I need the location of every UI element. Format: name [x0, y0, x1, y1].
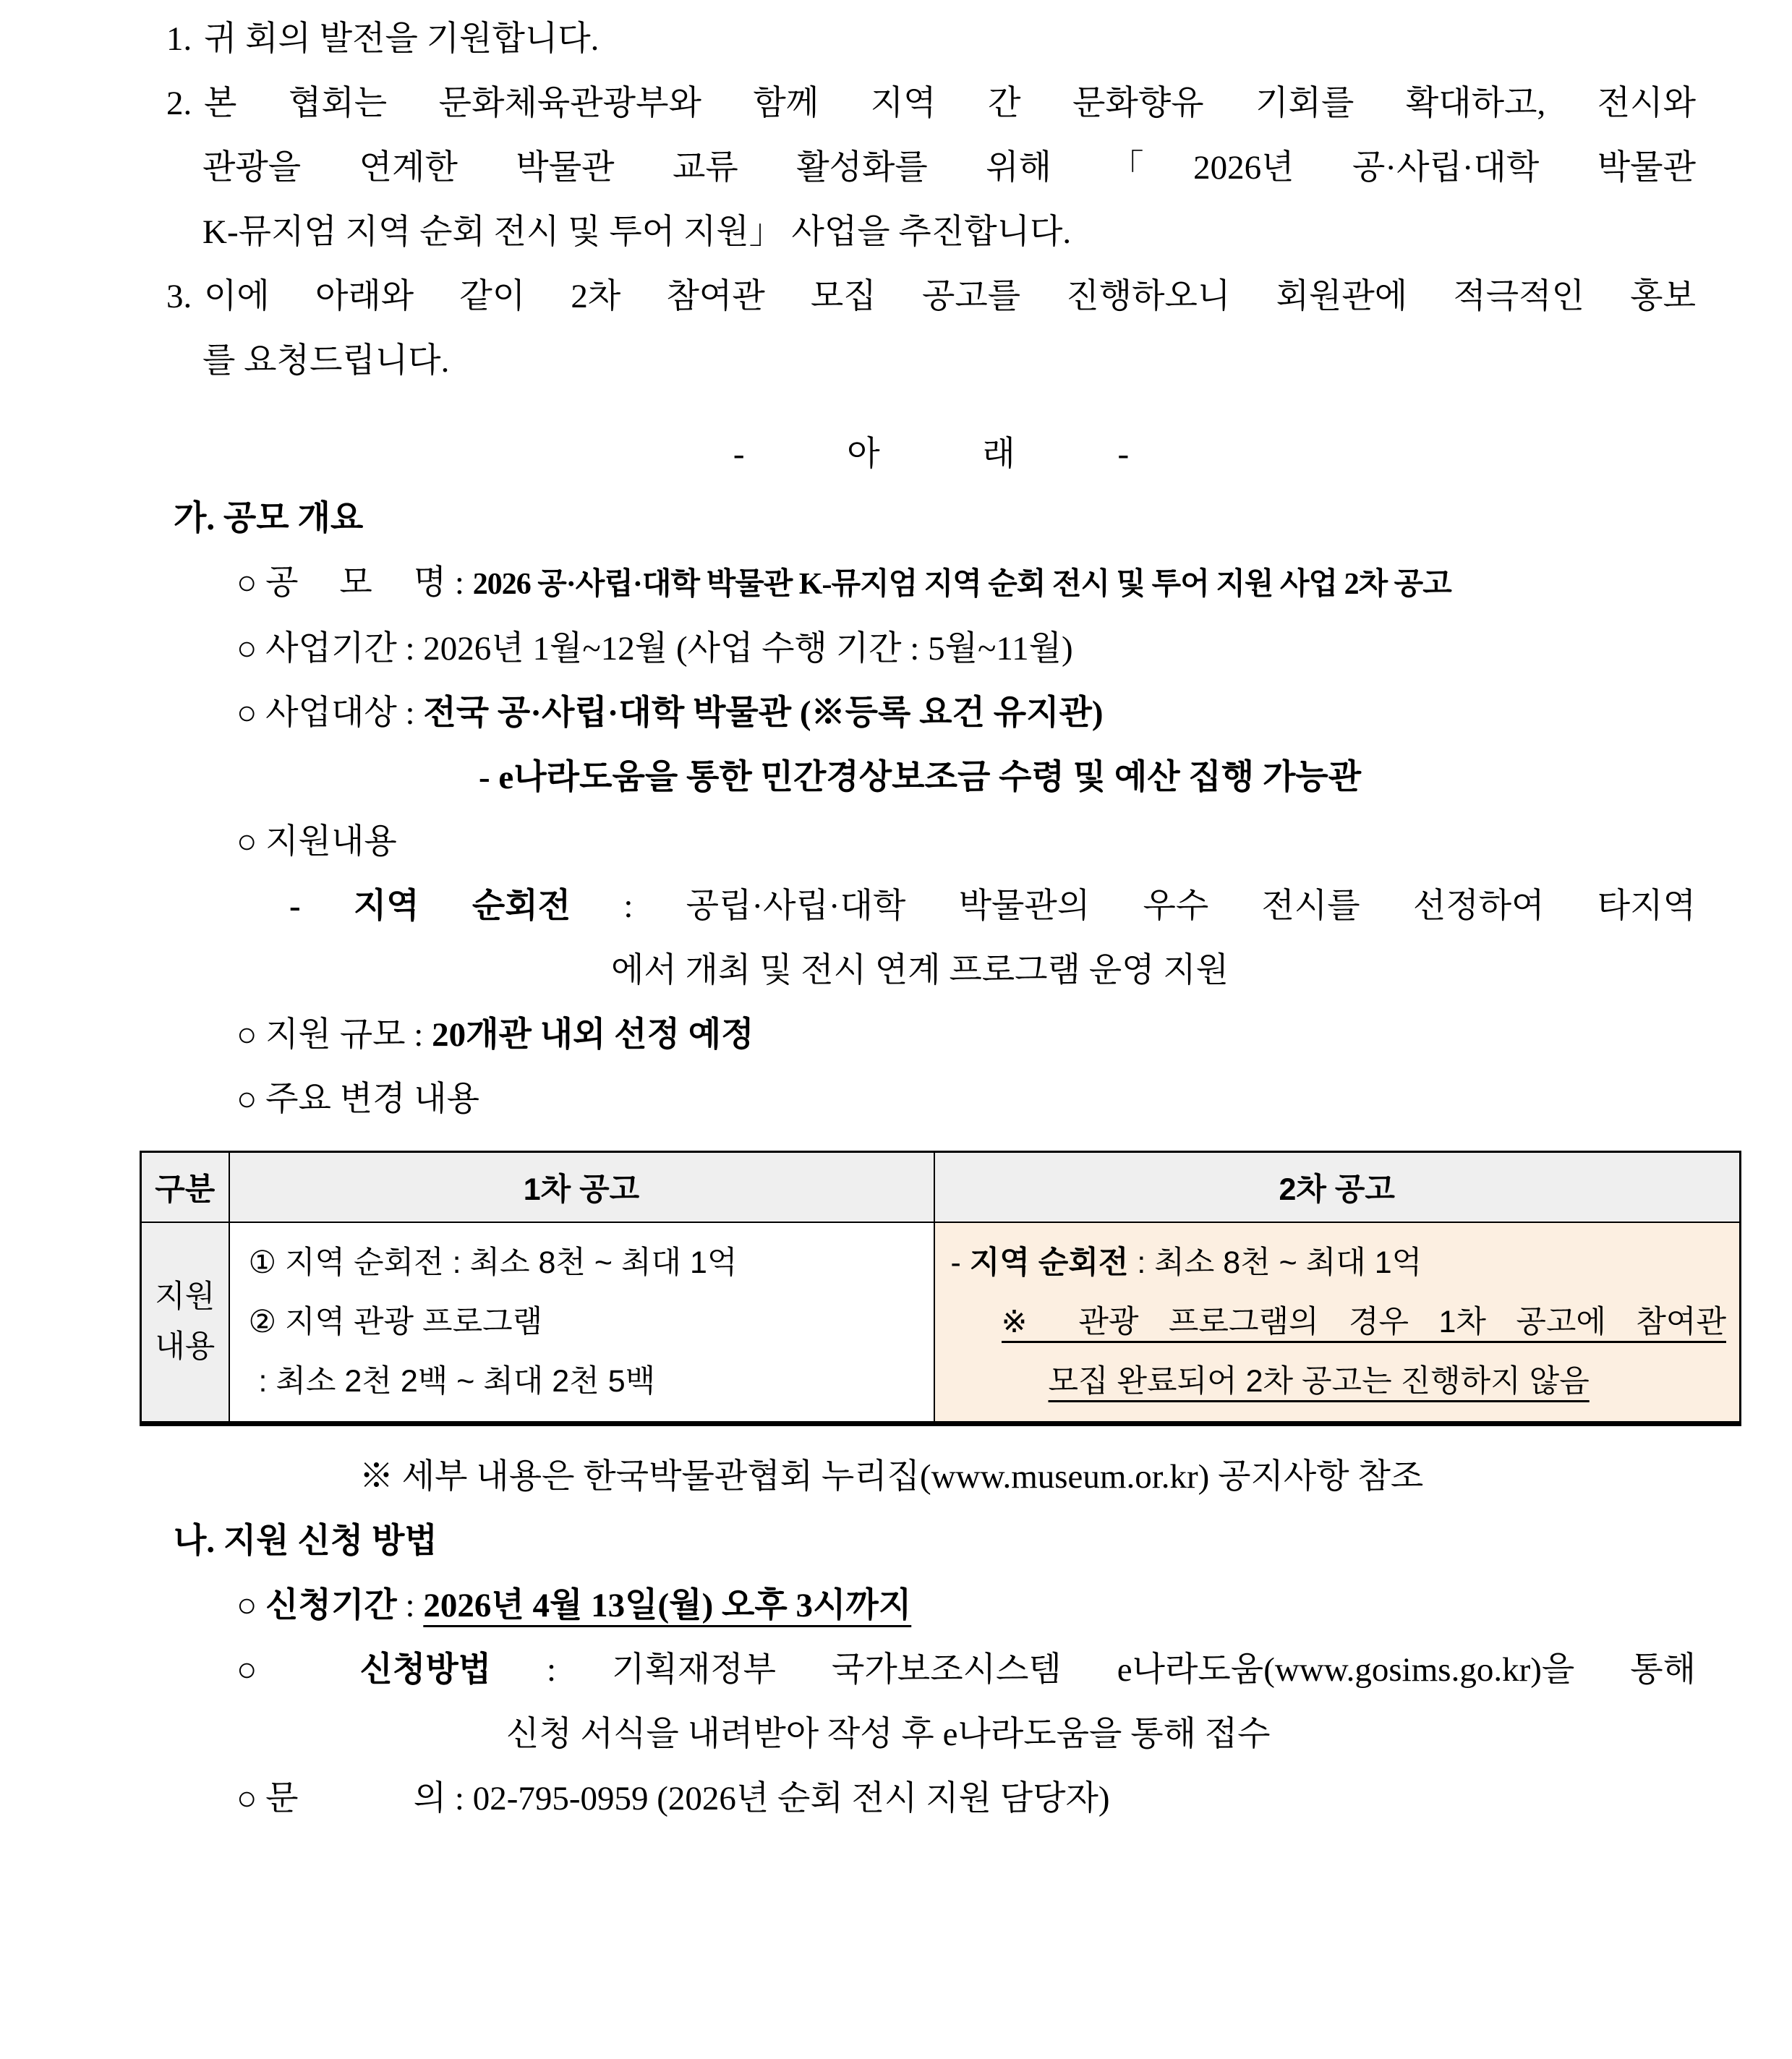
item-scale-value: 20개관 내외 선정 예정: [432, 1016, 754, 1054]
table-footnote: [359, 1445, 1792, 1509]
header-round2: 2차 공고: [934, 1152, 1741, 1222]
support-sub-cont: 에서 개최 및 전시 연계 프로그램 운영 지원: [611, 952, 1229, 989]
header-category: 구분: [141, 1152, 229, 1222]
round2-note1-text: ※ 관광 프로그램의 경우 1차 공고에 참여관: [1001, 1304, 1726, 1339]
section-ga-heading-text: 가. 공모 개요: [174, 500, 364, 537]
item-scale-label: 지원 규모: [265, 1016, 406, 1054]
table-header-row: [141, 1152, 1741, 1222]
item-target-sub-text: - e나라도움을 통한 민간경상보조금 수령 및 예산 집행 가능관: [479, 759, 1362, 796]
bullet-item-contact: [236, 1767, 1792, 1831]
greeting-line: [166, 7, 1792, 72]
intro-paragraph-line2: [202, 136, 1696, 200]
round1-line2: ② 지역 관광 프로그램: [248, 1304, 543, 1339]
item-number: 3.: [166, 278, 192, 315]
intro-text-1: 본 협회는 문화체육관광부와 함께 지역 간 문화향유 기회를 확대하고, 전시와: [204, 85, 1696, 122]
intro-text-2: 관광을 연계한 박물관 교류 활성화를 위해 「2026년 공·사립·대학 박물관: [202, 149, 1696, 187]
support-subline-1: [289, 874, 1696, 939]
round2-rest: : 최소 8천 ~ 최대 1억: [1128, 1245, 1422, 1280]
bullet-item-changes: [236, 1067, 1792, 1132]
round1-line1: ① 지역 순회전 : 최소 8천 ~ 최대 1억: [248, 1245, 738, 1280]
round2-note2: [1049, 1352, 1727, 1411]
greeting-text: 귀 회의 발전을 기원합니다.: [204, 20, 600, 58]
table-body-row: [141, 1222, 1741, 1424]
item-period-label: 사업기간: [265, 630, 397, 668]
bullet-item-support: [236, 810, 1792, 874]
row-label-line1: 지원: [155, 1279, 216, 1314]
round2-cell: [934, 1222, 1741, 1424]
colon: :: [396, 694, 424, 732]
intro-paragraph-line3: [202, 200, 1792, 265]
item-target-subline: [479, 746, 1792, 810]
row-label-line2: 내용: [155, 1329, 216, 1364]
intro-text-3: K-뮤지엄 지역 순회 전시 및 투어 지원」 사업을 추진합니다.: [202, 213, 1072, 251]
notice-paragraph-line2: [202, 329, 1792, 393]
below-divider: [166, 422, 1696, 487]
round1-cell: [229, 1222, 934, 1424]
circle-bullet-icon: ○: [236, 1779, 257, 1817]
section-na-heading: [174, 1509, 1792, 1574]
support-subline-2: [611, 939, 1792, 1003]
section-ga-heading: [174, 487, 1792, 551]
colon: :: [446, 564, 473, 602]
item-method-cont-text: 신청 서식을 내려받아 작성 후 e나라도움을 통해 접수: [506, 1715, 1271, 1753]
bullet-item-name: [236, 551, 1792, 617]
item-contact-value: 02-795-0959 (2026년 순회 전시 지원 담당자): [472, 1779, 1110, 1817]
bullet-item-period: [236, 617, 1792, 681]
item-method-value: 기획재정부 국가보조시스템 e나라도움(www.gosims.go.kr)을 통해: [612, 1650, 1696, 1689]
bullet-item-deadline: [236, 1574, 1792, 1638]
item-number: 1.: [166, 20, 192, 58]
intro-paragraph-line1: [166, 72, 1696, 136]
round1-line3: : 최소 2천 2백 ~ 최대 2천 5백: [258, 1363, 656, 1399]
circle-bullet-icon: ○: [236, 1650, 304, 1689]
bullet-item-method: [236, 1638, 1696, 1702]
notice-text-2: 를 요청드립니다.: [202, 342, 450, 380]
notice-paragraph-line1: [166, 265, 1696, 329]
colon: :: [446, 1779, 473, 1817]
item-name-label: 공 모 명: [265, 564, 447, 602]
circle-bullet-icon: ○: [236, 564, 257, 602]
circle-bullet-icon: ○: [236, 630, 257, 668]
header-round1: 1차 공고: [229, 1152, 934, 1222]
round2-line1: [951, 1233, 1727, 1292]
circle-bullet-icon: ○: [236, 1080, 257, 1118]
below-divider-text: - 아 래 -: [733, 435, 1130, 473]
bullet-item-target: [236, 681, 1792, 746]
circle-bullet-icon: ○: [236, 694, 257, 732]
item-period-value: : 2026년 1월~12월 (사업 수행 기간 : 5월~11월): [396, 630, 1073, 668]
round-comparison-table: [140, 1151, 1741, 1426]
row-label-support: [141, 1222, 229, 1424]
item-deadline-label: 신청기간: [265, 1586, 397, 1624]
round2-note1: [1002, 1292, 1727, 1352]
item-name-value: 2026 공·사립·대학 박물관 K-뮤지엄 지역 순회 전시 및 투어 지원 사업 2차 공고: [472, 568, 1451, 601]
circle-bullet-icon: ○: [236, 823, 257, 861]
colon: :: [405, 1016, 432, 1054]
support-sub-rest: : 공립·사립·대학 박물관의 우수 전시를 선정하여 타지역: [571, 887, 1696, 925]
item-target-value: 전국 공·사립·대학 박물관 (※등록 요건 유지관): [423, 694, 1104, 732]
item-changes-label: 주요 변경 내용: [265, 1080, 480, 1118]
support-sub-bold: - 지역 순회전: [289, 887, 571, 925]
colon: :: [491, 1650, 613, 1689]
table-footnote-text: ※ 세부 내용은 한국박물관협회 누리집(www.museum.or.kr) 공지사항 참조: [359, 1457, 1424, 1496]
colon: :: [396, 1586, 424, 1624]
notice-text-1: 이에 아래와 같이 2차 참여관 모집 공고를 진행하오니 회원관에 적극적인 홍보: [204, 278, 1696, 315]
item-contact-label: 문 의: [265, 1779, 447, 1817]
item-method-label: 신청방법: [359, 1650, 492, 1689]
item-support-label: 지원내용: [265, 823, 397, 861]
round2-bold: 지역 순회전: [969, 1245, 1129, 1280]
item-deadline-value: 2026년 4월 13일(월) 오후 3시까지: [423, 1586, 912, 1624]
item-method-contline: [506, 1702, 1792, 1767]
round2-dash: -: [950, 1245, 970, 1280]
bullet-item-scale: [236, 1003, 1792, 1067]
item-number: 2.: [166, 85, 192, 122]
circle-bullet-icon: ○: [236, 1586, 257, 1624]
item-target-label: 사업대상: [265, 694, 397, 732]
circle-bullet-icon: ○: [236, 1016, 257, 1054]
round2-note2-text: 모집 완료되어 2차 공고는 진행하지 않음: [1048, 1363, 1590, 1399]
section-na-heading-text: 나. 지원 신청 방법: [174, 1522, 438, 1560]
